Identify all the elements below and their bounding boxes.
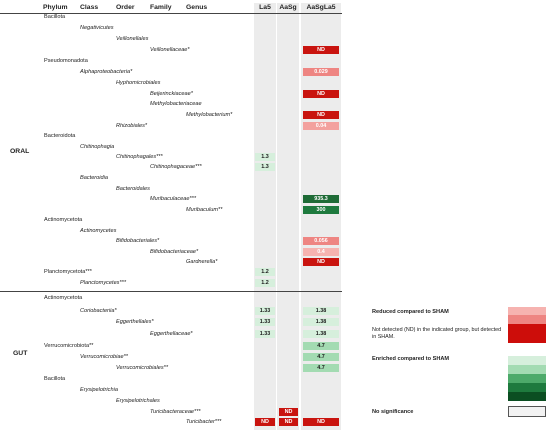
header-order: Order bbox=[116, 4, 135, 11]
taxon-label: Chitinophagia bbox=[80, 144, 115, 150]
taxon-label: Hyphomicrobiales bbox=[116, 80, 161, 86]
value-cell-la5: 1.33 bbox=[255, 307, 275, 315]
taxon-label: Verrucomicrobiae** bbox=[80, 354, 128, 360]
taxon-label: Turicibacter*** bbox=[186, 419, 222, 425]
taxon-label: Erysipelotrichia bbox=[80, 387, 118, 393]
column-la5-label: La5 bbox=[259, 4, 271, 11]
taxon-label: Bifidobacteriales* bbox=[116, 238, 160, 244]
value-cell-aasgla5: 0.029 bbox=[303, 68, 339, 76]
value-cell-la5: 1.33 bbox=[255, 318, 275, 326]
taxon-label: Actinomycetes bbox=[80, 228, 117, 234]
column-aasgla5-label: AaSgLa5 bbox=[306, 4, 336, 11]
taxon-label: Verrucomicrobiales** bbox=[116, 365, 169, 371]
taxon-label: Bacteroidales bbox=[116, 186, 150, 192]
section-label-oral: ORAL bbox=[10, 148, 30, 155]
value-cell-aasgla5: ND bbox=[303, 418, 339, 426]
taxon-label: Eggerthellales* bbox=[116, 319, 154, 325]
taxon-label: Eggerthellaceae* bbox=[150, 331, 193, 337]
value-cell-aasgla5: 4.7 bbox=[303, 353, 339, 361]
value-cell-aasg: ND bbox=[279, 408, 298, 416]
header-genus: Genus bbox=[186, 4, 208, 11]
legend-enriched-5 bbox=[508, 392, 546, 401]
value-cell-aasgla5: 935.3 bbox=[303, 195, 339, 203]
taxon-label: Veillonellaceae* bbox=[150, 47, 190, 53]
taxon-label: Chitinophagaceae*** bbox=[150, 164, 202, 170]
taxon-label: Coriobacteriia* bbox=[80, 308, 117, 314]
legend-nosig-title: No significance bbox=[372, 409, 414, 415]
value-cell-aasgla5: ND bbox=[303, 258, 339, 266]
taxon-label: Methylobacteriaceae bbox=[150, 101, 202, 107]
taxon-label: Planctomycetota*** bbox=[44, 269, 92, 275]
taxon-label: Methylobacterium* bbox=[186, 112, 233, 118]
section-label-gut: GUT bbox=[13, 350, 28, 357]
taxon-label: Alphaproteobacteria* bbox=[80, 69, 133, 75]
value-cell-la5: 1.2 bbox=[255, 268, 275, 276]
taxon-label: Gardnerella* bbox=[186, 259, 218, 265]
legend-enriched-3 bbox=[508, 374, 546, 383]
column-la5-background bbox=[254, 3, 276, 430]
value-cell-la5: ND bbox=[255, 418, 275, 426]
legend-enriched-2 bbox=[508, 365, 546, 374]
value-cell-la5: 1.3 bbox=[255, 153, 275, 161]
legend-reduced-dark bbox=[508, 324, 546, 343]
taxon-label: Bacteroidota bbox=[44, 133, 76, 139]
taxon-label: Verrucomicrobiota** bbox=[44, 343, 94, 349]
taxon-label: Pseudomonadota bbox=[44, 58, 88, 64]
value-cell-la5: 1.2 bbox=[255, 279, 275, 287]
legend-reduced-light bbox=[508, 307, 546, 315]
legend-enriched-title: Enriched compared to SHAM bbox=[372, 356, 450, 362]
taxon-label: Muribaculum** bbox=[186, 207, 223, 213]
taxon-label: Turicibacteraceae*** bbox=[150, 409, 201, 415]
taxon-label: Chitinophagales*** bbox=[116, 154, 163, 160]
taxon-label: Muribaculaceae*** bbox=[150, 196, 197, 202]
taxon-label: Planctomycetes*** bbox=[80, 280, 127, 286]
taxon-label: Negativicutes bbox=[80, 25, 114, 31]
value-cell-aasgla5: 0.4 bbox=[303, 248, 339, 256]
value-cell-aasgla5: 1.38 bbox=[303, 318, 339, 326]
value-cell-aasg: ND bbox=[279, 418, 298, 426]
value-cell-aasgla5: 0.04 bbox=[303, 122, 339, 130]
value-cell-aasgla5: 4.7 bbox=[303, 342, 339, 350]
value-cell-la5: 1.33 bbox=[255, 330, 275, 338]
taxon-label: Bacillota bbox=[44, 14, 66, 20]
legend-nosig-box bbox=[508, 406, 546, 417]
section-divider bbox=[0, 291, 342, 292]
legend-nd-note: Not detected (ND) in the indicated group, but detected in SHAM. bbox=[372, 327, 502, 340]
value-cell-la5: 1.3 bbox=[255, 163, 275, 171]
taxon-label: Beijerinckiaceae* bbox=[150, 91, 193, 97]
value-cell-aasgla5: ND bbox=[303, 46, 339, 54]
value-cell-aasgla5: ND bbox=[303, 90, 339, 98]
value-cell-aasgla5: 1.38 bbox=[303, 307, 339, 315]
column-aasg-background bbox=[277, 3, 299, 430]
taxon-label: Bacteroidia bbox=[80, 175, 108, 181]
taxon-label: Veillonellales bbox=[116, 36, 149, 42]
taxon-label: Bacillota bbox=[44, 376, 66, 382]
value-cell-aasgla5: ND bbox=[303, 111, 339, 119]
header-family: Family bbox=[150, 4, 172, 11]
header-class: Class bbox=[80, 4, 99, 11]
taxon-label: Rhizobiales* bbox=[116, 123, 148, 129]
value-cell-aasgla5: 0.056 bbox=[303, 237, 339, 245]
value-cell-aasgla5: 1.38 bbox=[303, 330, 339, 338]
taxon-label: Erysipelotrichales bbox=[116, 398, 160, 404]
legend-reduced-mid bbox=[508, 315, 546, 324]
legend-enriched-1 bbox=[508, 356, 546, 365]
column-aasg-label: AaSg bbox=[279, 4, 297, 11]
legend-reduced-title: Reduced compared to SHAM bbox=[372, 309, 449, 315]
taxon-label: Actinomycetota bbox=[44, 295, 83, 301]
taxon-label: Bifidobacteriaceae* bbox=[150, 249, 199, 255]
header-phylum: Phylum bbox=[43, 4, 68, 11]
legend-enriched-4 bbox=[508, 383, 546, 392]
taxon-label: Actinomycetota bbox=[44, 217, 83, 223]
value-cell-aasgla5: 4.7 bbox=[303, 364, 339, 372]
value-cell-aasgla5: 300 bbox=[303, 206, 339, 214]
